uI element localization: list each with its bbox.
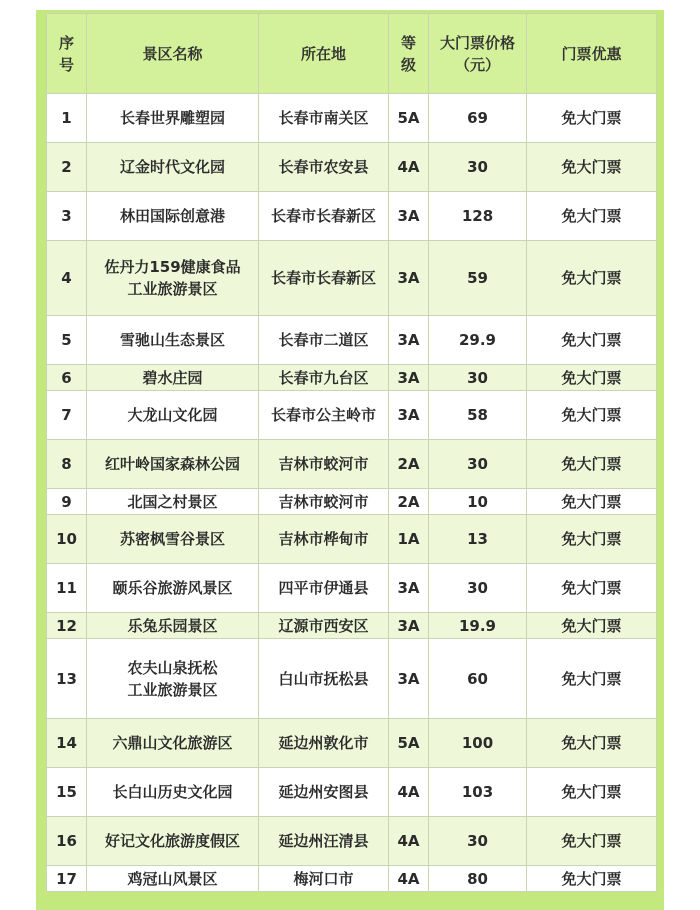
cell-no: 10 (47, 515, 87, 564)
cell-offer: 免大门票 (527, 639, 657, 719)
cell-price: 30 (429, 564, 527, 613)
cell-offer: 免大门票 (527, 515, 657, 564)
cell-name: 碧水庄园 (87, 365, 259, 391)
cell-no: 6 (47, 365, 87, 391)
cell-offer: 免大门票 (527, 241, 657, 316)
cell-price: 103 (429, 768, 527, 817)
cell-price: 30 (429, 143, 527, 192)
table-row (47, 515, 657, 564)
cell-price: 128 (429, 192, 527, 241)
table-row (47, 143, 657, 192)
cell-no: 9 (47, 489, 87, 515)
header-level: 等 级 (389, 14, 429, 94)
table-row (47, 489, 657, 515)
table-row (47, 639, 657, 719)
cell-offer: 免大门票 (527, 489, 657, 515)
cell-no: 8 (47, 440, 87, 489)
cell-offer: 免大门票 (527, 719, 657, 768)
cell-level: 3A (389, 316, 429, 365)
cell-price: 30 (429, 817, 527, 866)
cell-offer: 免大门票 (527, 365, 657, 391)
cell-price: 30 (429, 365, 527, 391)
table-row (47, 768, 657, 817)
cell-level: 4A (389, 143, 429, 192)
table-row (47, 440, 657, 489)
cell-name: 乐兔乐园景区 (87, 613, 259, 639)
cell-name: 农夫山泉抚松 工业旅游景区 (87, 639, 259, 719)
cell-location: 延边州安图县 (259, 768, 389, 817)
cell-level: 2A (389, 440, 429, 489)
cell-offer: 免大门票 (527, 613, 657, 639)
cell-location: 长春市长春新区 (259, 241, 389, 316)
cell-level: 5A (389, 719, 429, 768)
cell-level: 3A (389, 564, 429, 613)
cell-location: 长春市九台区 (259, 365, 389, 391)
table-row (47, 192, 657, 241)
cell-level: 4A (389, 866, 429, 892)
table-row (47, 866, 657, 892)
cell-name: 雪驰山生态景区 (87, 316, 259, 365)
cell-no: 3 (47, 192, 87, 241)
cell-name: 好记文化旅游度假区 (87, 817, 259, 866)
cell-level: 3A (389, 192, 429, 241)
cell-no: 11 (47, 564, 87, 613)
table-row (47, 94, 657, 143)
cell-no: 2 (47, 143, 87, 192)
cell-no: 1 (47, 94, 87, 143)
cell-level: 3A (389, 241, 429, 316)
cell-price: 100 (429, 719, 527, 768)
header-name: 景区名称 (87, 14, 259, 94)
cell-location: 四平市伊通县 (259, 564, 389, 613)
header-price: 大门票价格 （元） (429, 14, 527, 94)
cell-no: 17 (47, 866, 87, 892)
cell-level: 2A (389, 489, 429, 515)
cell-no: 15 (47, 768, 87, 817)
table-body (47, 94, 657, 892)
cell-location: 长春市农安县 (259, 143, 389, 192)
cell-name: 长春世界雕塑园 (87, 94, 259, 143)
cell-price: 69 (429, 94, 527, 143)
cell-level: 1A (389, 515, 429, 564)
table-row (47, 719, 657, 768)
table-row (47, 391, 657, 440)
cell-no: 16 (47, 817, 87, 866)
cell-name: 北国之村景区 (87, 489, 259, 515)
cell-location: 吉林市桦甸市 (259, 515, 389, 564)
cell-price: 58 (429, 391, 527, 440)
table-row (47, 316, 657, 365)
table-row (47, 241, 657, 316)
cell-location: 长春市公主岭市 (259, 391, 389, 440)
cell-price: 80 (429, 866, 527, 892)
cell-level: 3A (389, 365, 429, 391)
cell-price: 29.9 (429, 316, 527, 365)
cell-level: 3A (389, 613, 429, 639)
cell-offer: 免大门票 (527, 192, 657, 241)
cell-name: 颐乐谷旅游风景区 (87, 564, 259, 613)
cell-level: 4A (389, 768, 429, 817)
cell-location: 吉林市蛟河市 (259, 489, 389, 515)
cell-price: 19.9 (429, 613, 527, 639)
cell-offer: 免大门票 (527, 143, 657, 192)
cell-level: 3A (389, 639, 429, 719)
cell-name: 红叶岭国家森林公园 (87, 440, 259, 489)
cell-offer: 免大门票 (527, 866, 657, 892)
cell-offer: 免大门票 (527, 440, 657, 489)
table-row (47, 365, 657, 391)
cell-level: 4A (389, 817, 429, 866)
header-location: 所在地 (259, 14, 389, 94)
cell-name: 林田国际创意港 (87, 192, 259, 241)
cell-offer: 免大门票 (527, 564, 657, 613)
cell-no: 5 (47, 316, 87, 365)
header-offer: 门票优惠 (527, 14, 657, 94)
cell-no: 4 (47, 241, 87, 316)
cell-no: 12 (47, 613, 87, 639)
cell-price: 30 (429, 440, 527, 489)
cell-no: 7 (47, 391, 87, 440)
cell-price: 13 (429, 515, 527, 564)
cell-location: 长春市南关区 (259, 94, 389, 143)
table-row (47, 564, 657, 613)
cell-name: 长白山历史文化园 (87, 768, 259, 817)
cell-location: 辽源市西安区 (259, 613, 389, 639)
cell-location: 延边州敦化市 (259, 719, 389, 768)
cell-location: 白山市抚松县 (259, 639, 389, 719)
cell-name: 辽金时代文化园 (87, 143, 259, 192)
cell-location: 延边州汪清县 (259, 817, 389, 866)
cell-offer: 免大门票 (527, 316, 657, 365)
scenic-ticket-table (46, 13, 657, 892)
cell-location: 长春市长春新区 (259, 192, 389, 241)
cell-level: 3A (389, 391, 429, 440)
cell-offer: 免大门票 (527, 391, 657, 440)
cell-name: 大龙山文化园 (87, 391, 259, 440)
cell-location: 梅河口市 (259, 866, 389, 892)
header-no: 序 号 (47, 14, 87, 94)
cell-name: 苏密枫雪谷景区 (87, 515, 259, 564)
cell-location: 长春市二道区 (259, 316, 389, 365)
cell-no: 13 (47, 639, 87, 719)
cell-name: 鸡冠山风景区 (87, 866, 259, 892)
cell-offer: 免大门票 (527, 768, 657, 817)
table-row (47, 817, 657, 866)
cell-level: 5A (389, 94, 429, 143)
cell-name: 六鼎山文化旅游区 (87, 719, 259, 768)
cell-no: 14 (47, 719, 87, 768)
header-row (47, 14, 657, 94)
cell-price: 59 (429, 241, 527, 316)
cell-location: 吉林市蛟河市 (259, 440, 389, 489)
table-row (47, 613, 657, 639)
cell-name: 佐丹力159健康食品 工业旅游景区 (87, 241, 259, 316)
cell-offer: 免大门票 (527, 94, 657, 143)
cell-price: 10 (429, 489, 527, 515)
cell-offer: 免大门票 (527, 817, 657, 866)
cell-price: 60 (429, 639, 527, 719)
